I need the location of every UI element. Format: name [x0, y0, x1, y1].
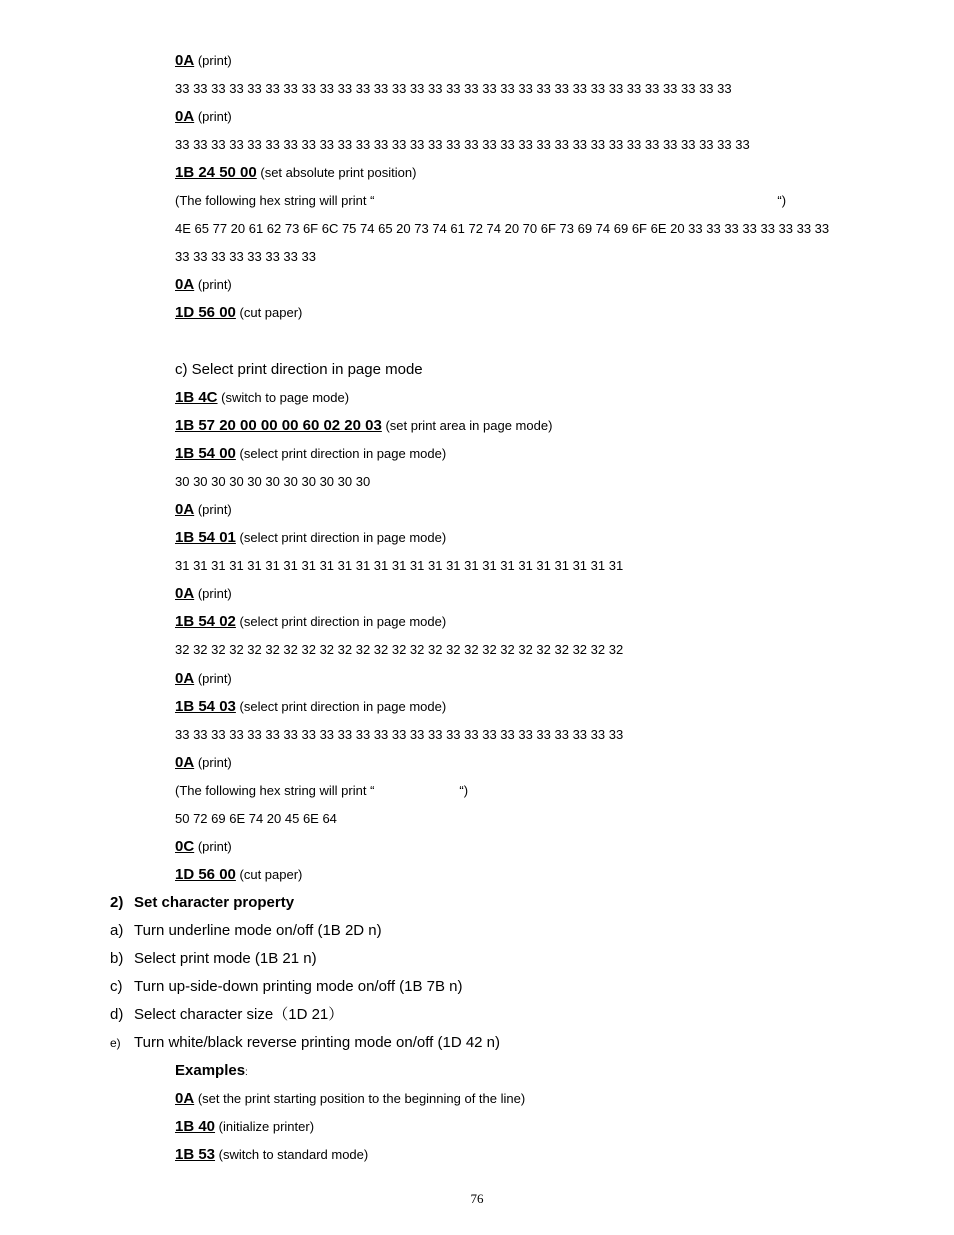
- command-code: 0A: [175, 585, 195, 603]
- hex-string: 31 31 31 31 31 31 31 31 31 31 31 31 31 31 31 31 31 31 31 31 31 31 31 31 31: [175, 558, 624, 574]
- code-line: [175, 446, 446, 462]
- examples-text: Examples: [175, 1062, 246, 1079]
- code-line: [175, 727, 623, 743]
- command-code: 0A: [175, 108, 195, 126]
- list-item-number: d): [110, 1006, 124, 1023]
- command-note: (set the print starting position to the beginning of the line): [197, 1091, 526, 1106]
- quote-close: “): [459, 782, 469, 798]
- command-code: 1D 56 00: [175, 304, 236, 322]
- command-note: (cut paper): [239, 866, 303, 882]
- section-2-title: Set character property: [134, 894, 295, 911]
- command-code: 1B 54 03: [175, 697, 236, 715]
- code-line: [175, 109, 232, 125]
- list-item: [110, 950, 317, 968]
- section-c-title: [175, 361, 423, 379]
- hex-string: 33 33 33 33 33 33 33 33 33 33 33 33 33 33 33 33 33 33 33 33 33 33 33 33 33 33 33 33 33 33 33: [175, 81, 732, 97]
- command-code: 1B 4C: [175, 389, 218, 406]
- command-note: (select print direction in page mode): [239, 530, 447, 546]
- list-item-text: Turn white/black reverse printing mode on/off (1D 42 n): [134, 1034, 501, 1051]
- code-line: [175, 81, 732, 97]
- hex-string: 4E 65 77 20 61 62 73 6F 6C 75 74 65 20 73 74 61 72 74 20 70 6F 73 69 74 69 6F 6E 20 33 33 33 33 33 33 33 33: [175, 221, 830, 237]
- code-line: [175, 277, 232, 293]
- list-item-number: b): [110, 950, 124, 967]
- command-note: (print): [197, 53, 232, 68]
- command-code: 0A: [175, 52, 195, 69]
- code-line: [175, 699, 446, 715]
- list-item: [110, 978, 463, 996]
- command-note: (switch to page mode): [221, 390, 350, 405]
- code-line: [175, 165, 416, 181]
- code-line: [175, 390, 349, 406]
- code-line: [175, 1091, 525, 1107]
- command-code: 0A: [175, 753, 195, 771]
- code-line: [175, 586, 232, 602]
- code-line: [175, 53, 232, 69]
- code-line: [175, 867, 302, 883]
- hex-string: 30 30 30 30 30 30 30 30 30 30 30: [175, 474, 371, 490]
- command-note: (print): [197, 277, 232, 293]
- command-note: (switch to standard mode): [218, 1147, 369, 1163]
- command-code: 1B 54 00: [175, 445, 236, 463]
- code-line: [175, 137, 750, 153]
- code-line: [175, 671, 232, 687]
- code-line: [175, 418, 552, 434]
- list-item-text: Turn underline mode on/off (1B 2D n): [134, 922, 382, 939]
- code-line: [175, 558, 623, 574]
- command-code: 1B 57 20 00 00 00 60 02 20 03: [175, 417, 382, 435]
- section-c-title-text: c) Select print direction in page mode: [175, 361, 423, 378]
- code-line: [175, 305, 302, 321]
- command-code: 1B 24 50 00: [175, 164, 257, 182]
- list-item: [110, 1006, 343, 1024]
- command-code: 0C: [175, 837, 195, 855]
- code-line: [175, 502, 232, 518]
- section-2-number: 2): [110, 894, 124, 911]
- command-code: 0A: [175, 276, 195, 294]
- command-code: 0A: [175, 501, 195, 519]
- list-item-text: Turn up-side-down printing mode on/off (1B 7B n): [134, 978, 463, 995]
- code-line: [175, 839, 232, 855]
- code-line: [175, 474, 370, 490]
- code-line: [175, 755, 232, 771]
- code-line: [175, 783, 468, 799]
- command-note: (set print area in page mode): [385, 418, 553, 434]
- list-item: [110, 922, 382, 940]
- list-item-number: c): [110, 978, 123, 995]
- command-note: (print): [197, 586, 232, 602]
- code-line: [175, 1119, 314, 1135]
- code-line: [175, 530, 446, 546]
- hex-string: 50 72 69 6E 74 20 45 6E 64: [175, 810, 337, 826]
- code-line: [175, 221, 829, 237]
- command-code: 1B 40: [175, 1118, 216, 1136]
- list-item: [110, 1034, 500, 1052]
- examples-label: [175, 1062, 248, 1082]
- command-code: 0A: [175, 1090, 195, 1107]
- code-line: [175, 193, 786, 209]
- command-code: 1B 53: [175, 1146, 216, 1164]
- command-note: (initialize printer): [218, 1119, 315, 1135]
- code-line: [175, 811, 337, 827]
- command-code: 1D 56 00: [175, 865, 236, 883]
- hex-string: 33 33 33 33 33 33 33 33 33 33 33 33 33 33 33 33 33 33 33 33 33 33 33 33 33: [175, 726, 624, 742]
- section-2-heading: [110, 894, 294, 912]
- quote-open: (The following hex string will print “: [175, 193, 375, 209]
- code-line: [175, 249, 316, 265]
- list-item-number: a): [110, 922, 124, 939]
- hex-string: 32 32 32 32 32 32 32 32 32 32 32 32 32 32 32 32 32 32 32 32 32 32 32 32 32: [175, 642, 624, 658]
- command-note: (print): [197, 670, 232, 686]
- code-line: [175, 642, 623, 658]
- list-item-text: Select character size（1D 21）: [134, 1006, 344, 1023]
- code-line: [175, 1147, 368, 1163]
- command-code: 0A: [175, 669, 195, 687]
- command-code: 1B 54 02: [175, 613, 236, 631]
- list-item-text: Select print mode (1B 21 n): [134, 950, 317, 967]
- command-note: (select print direction in page mode): [239, 698, 447, 714]
- command-note: (print): [197, 754, 232, 770]
- command-note: (cut paper): [239, 305, 303, 321]
- command-note: (print): [197, 838, 232, 854]
- command-note: (print): [197, 109, 232, 125]
- hex-string: 33 33 33 33 33 33 33 33: [175, 249, 316, 265]
- examples-colon: :: [245, 1067, 248, 1078]
- command-note: (select print direction in page mode): [239, 614, 447, 630]
- command-code: 1B 54 01: [175, 529, 236, 547]
- quote-close: “): [777, 193, 787, 209]
- command-note: (print): [197, 502, 232, 518]
- quote-open: (The following hex string will print “: [175, 782, 375, 798]
- page-number: 76: [470, 1191, 484, 1206]
- hex-string: 33 33 33 33 33 33 33 33 33 33 33 33 33 33 33 33 33 33 33 33 33 33 33 33 33 33 33 33 33 33 33 33: [175, 137, 750, 153]
- list-item-number: e): [110, 1036, 121, 1050]
- command-note: (select print direction in page mode): [239, 446, 447, 462]
- command-note: (set absolute print position): [260, 165, 417, 181]
- code-line: [175, 614, 446, 630]
